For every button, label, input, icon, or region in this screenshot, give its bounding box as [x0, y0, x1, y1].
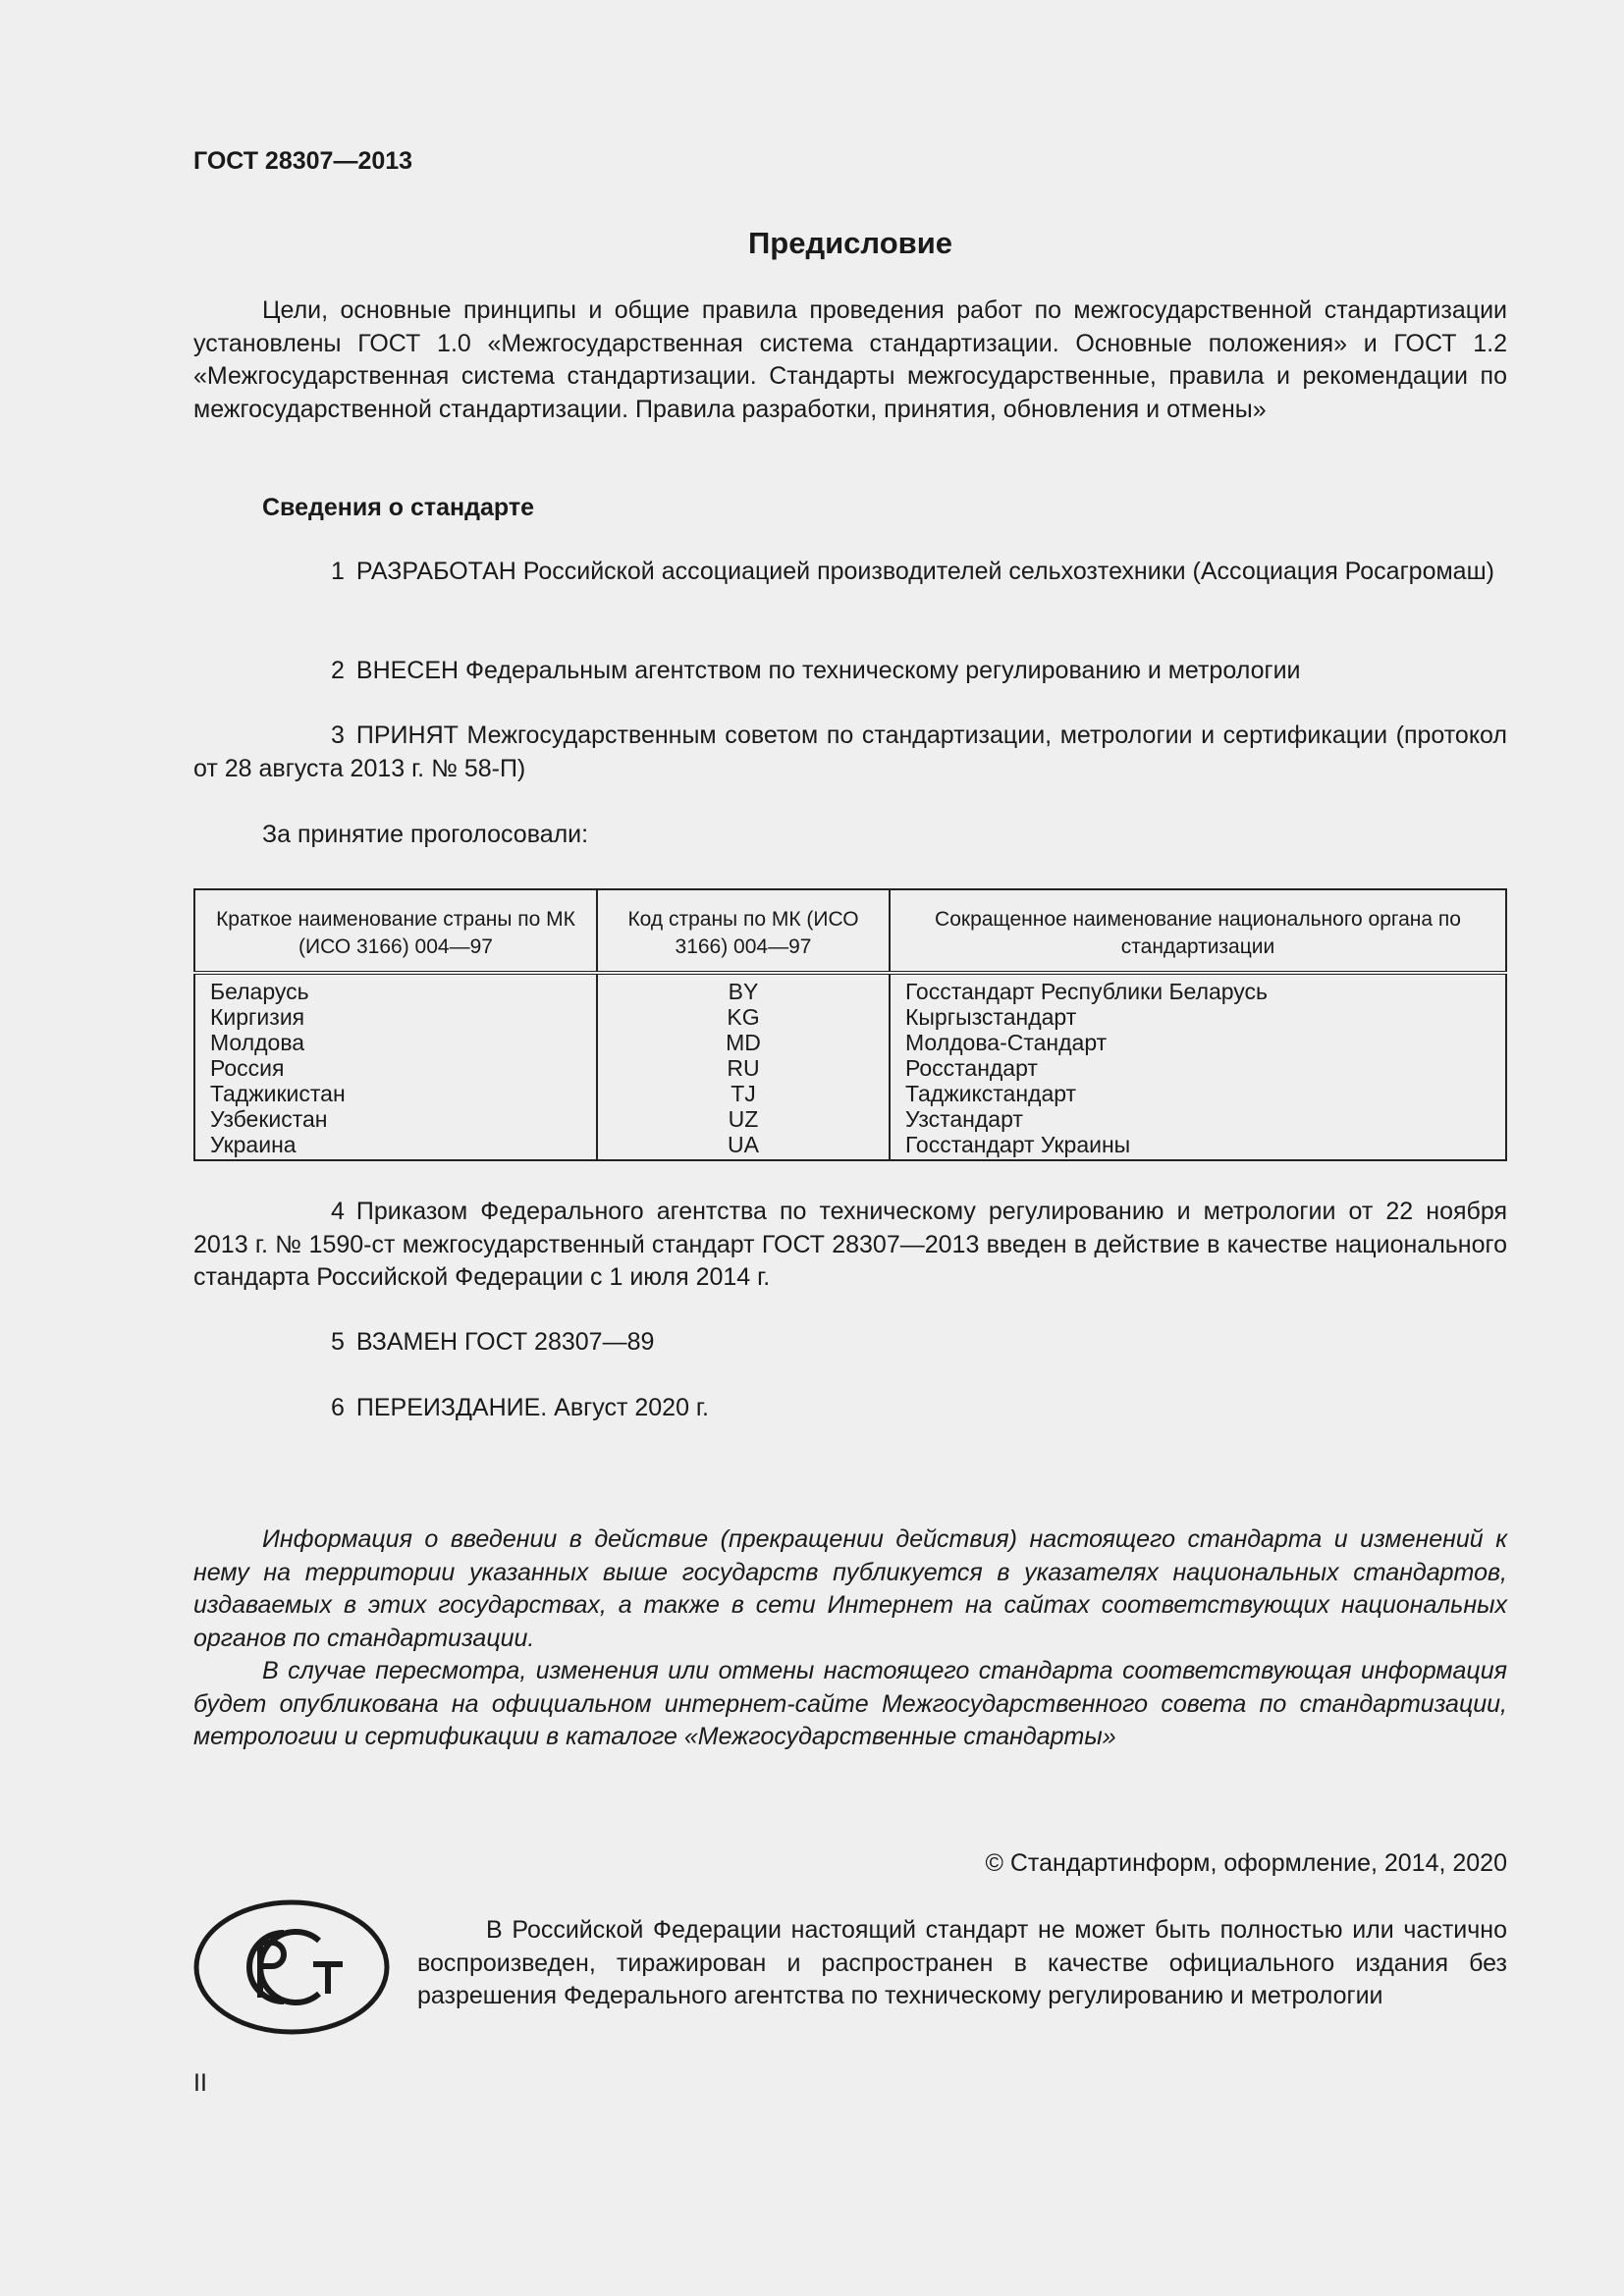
page-number: II: [193, 2069, 207, 2097]
table-header-row: [194, 889, 1506, 973]
item-3: [193, 720, 1507, 785]
authority-cell: Росстандарт: [890, 1055, 1506, 1081]
document-page: [193, 0, 1507, 2296]
item-text: ВЗАМЕН ГОСТ 28307—89: [355, 1328, 655, 1356]
item-text: РАЗРАБОТАН Российской ассоциацией производителей сельхозтехники (Ассоциация Росагромаш): [355, 558, 1494, 585]
intro-paragraph: Цели, основные принципы и общие правила проведения работ по межгосударственной стандартизации установлены ГОСТ 1.0 «Межгосударственная система стандартизации. Основные положения» и ГОСТ 1.2 «Межгосударственная система стандартизации. Стандарты межгосударственные, правила и рекомендации по межгосударственной стандартизации. Правила разработки, принятия, обновления и отмены»: [193, 296, 1507, 423]
country-cell: Россия: [194, 1055, 597, 1081]
table-row: [194, 1055, 1506, 1081]
table-row: [194, 1132, 1506, 1160]
table-row: [194, 1081, 1506, 1106]
item-4: [193, 1196, 1507, 1295]
notice-paragraph-2: В случае пересмотра, изменения или отмены настоящего стандарта соответствующая информация будет опубликована на официальном интернет-сайте Межгосударственного совета по стандартизации, метрологии и сертификации в каталоге «Межгосударственные стандарты»: [193, 1657, 1507, 1750]
item-text: ВНЕСЕН Федеральным агентством по техническому регулированию и метрологии: [355, 657, 1301, 684]
section-heading: Сведения о стандарте: [262, 494, 535, 521]
item-number: 6: [331, 1394, 345, 1421]
notice-paragraph-1: Информация о введении в действие (прекращении действия) настоящего стандарта и изменений к нему на территории указанных выше государств публикуется в указателях национальных стандартов, издаваемых в этих государствах, а также в сети Интернет на сайтах соответствующих национальных органов по стандартизации.: [193, 1525, 1507, 1652]
table-row: [194, 1106, 1506, 1132]
item-text: ПРИНЯТ Межгосударственным советом по стандартизации, метрологии и сертификации (протокол от 28 августа 2013 г. № 58-П): [193, 721, 1507, 782]
code-cell: UZ: [597, 1106, 890, 1132]
country-cell: Украина: [194, 1132, 597, 1160]
item-number: 2: [331, 657, 345, 684]
rst-certification-mark-icon: [193, 1899, 390, 2035]
code-cell: BY: [597, 973, 890, 1004]
item-number: 1: [331, 558, 345, 585]
country-cell: Таджикистан: [194, 1081, 597, 1106]
item-2: [193, 655, 1507, 688]
country-cell: Узбекистан: [194, 1106, 597, 1132]
document-code: ГОСТ 28307—2013: [193, 147, 413, 175]
copyright-line: © Стандартинформ, оформление, 2014, 2020: [985, 1849, 1507, 1877]
item-number: 3: [331, 721, 345, 749]
authority-cell: Кыргызстандарт: [890, 1004, 1506, 1030]
page-title: Предисловие: [747, 226, 952, 260]
code-cell: KG: [597, 1004, 890, 1030]
item-6: [193, 1392, 1507, 1425]
voting-countries-table: [193, 888, 1507, 1161]
country-cell: Молдова: [194, 1030, 597, 1055]
reproduction-notice: В Российской Федерации настоящий стандарт не может быть полностью или частично воспроизведен, тиражирован и распространен в качестве официального издания без разрешения Федерального агентства по техническому регулированию и метрологии: [417, 1916, 1507, 2009]
table-row: [194, 1030, 1506, 1055]
authority-cell: Таджикстандарт: [890, 1081, 1506, 1106]
authority-cell: Молдова-Стандарт: [890, 1030, 1506, 1055]
authority-cell: Госстандарт Республики Беларусь: [890, 973, 1506, 1004]
code-cell: RU: [597, 1055, 890, 1081]
country-cell: Беларусь: [194, 973, 597, 1004]
vote-intro: За принятие проголосовали:: [262, 821, 589, 848]
code-cell: TJ: [597, 1081, 890, 1106]
column-header-authority: Сокращенное наименование национального органа по стандартизации: [890, 889, 1506, 973]
item-number: 5: [331, 1328, 345, 1356]
item-5: [193, 1326, 1507, 1360]
column-header-country: Краткое наименование страны по МК (ИСО 3166) 004—97: [194, 889, 597, 973]
item-text: Приказом Федерального агентства по техническому регулированию и метрологии от 22 ноября 2013 г. № 1590-ст межгосударственный стандарт ГОСТ 28307—2013 введен в действие в качестве национального стандарта Российской Федерации с 1 июля 2014 г.: [193, 1198, 1507, 1291]
item-1: [193, 556, 1507, 589]
code-cell: UA: [597, 1132, 890, 1160]
item-number: 4: [331, 1198, 345, 1225]
code-cell: MD: [597, 1030, 890, 1055]
country-cell: Киргизия: [194, 1004, 597, 1030]
column-header-code: Код страны по МК (ИСО 3166) 004—97: [597, 889, 890, 973]
item-text: ПЕРЕИЗДАНИЕ. Август 2020 г.: [355, 1394, 709, 1421]
authority-cell: Госстандарт Украины: [890, 1132, 1506, 1160]
table-row: [194, 1004, 1506, 1030]
table-row: [194, 973, 1506, 1004]
authority-cell: Узстандарт: [890, 1106, 1506, 1132]
